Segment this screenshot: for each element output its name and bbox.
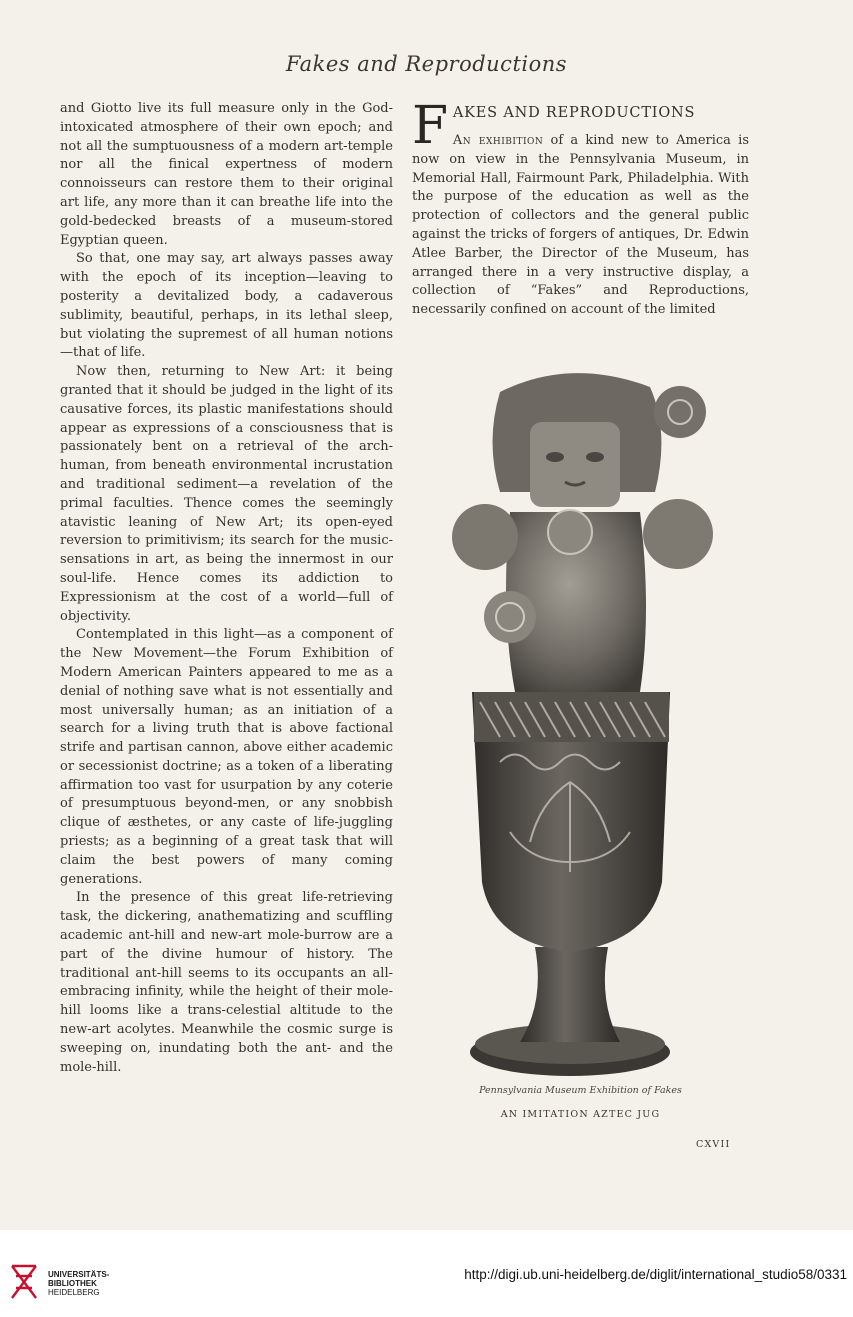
paragraph: In the presence of this great life-retrieving task, the dickering, anathematizing and scuffling academic ant-hill and new-art mole-burrow are a part of the divine humour of history. The traditional ant-hill seems to its occupants an all-embracing infinity, while the height of their mole-hill looms like a trans-celestial altitude to the new-art acolytes. Meanwhile the cosmic surge is sweeping on, inundating both the ant- and the mole-hill. xyxy=(60,890,393,1075)
heading-text: AKES AND REPRODUCTIONS xyxy=(452,105,696,121)
paragraph: Now then, returning to New Art: it being granted that it should be judged in the light of its causative forces, its plastic manifestations should appear as expressions of a consciousness that is passionately bent on a retrieval of the arch-human, from beneath environmental incrustation and traditional sediment—a revelation of the primal faculties. Thence comes the seemingly atavistic leaning of New Art; its open-eyed reversion to primitivism; its search for the music-sensations in art, as being the innermost in our soul-life. Hence comes its addiction to Expressionism at the cost of a world—full of objectivity. xyxy=(60,364,393,624)
running-head: Fakes and Reproductions xyxy=(285,52,568,76)
drop-cap: F xyxy=(412,96,449,156)
library-logo-icon xyxy=(10,1262,38,1302)
lead-smallcaps: An exhibition xyxy=(452,133,544,148)
right-column xyxy=(412,96,749,320)
figure-credit: Pennsylvania Museum Exhibition of Fakes xyxy=(479,1085,682,1096)
paragraph: So that, one may say, art always passes away with the epoch of its inception—leaving to posterity a devitalized body, a cadaverous sublimity, beautiful, perhaps, in its lethal sleep, but violating the supremest of all human notions—that of life. xyxy=(60,251,393,361)
source-url-link[interactable]: http://digi.ub.uni-heidelberg.de/diglit/international_studio58/0331 xyxy=(464,1267,847,1282)
library-line-2: BIBLIOTHEK xyxy=(48,1279,97,1288)
paragraph: and Giotto live its full measure only in the God-intoxicated atmosphere of their own epoch; and not all the sumptuousness of a modern art-temple nor all the finical expertness of modern connoisseurs can restore them to their original art life, any more than it can breathe life into the gold-bedecked breasts of a museum-stored Egyptian queen. xyxy=(60,101,393,248)
lead-text: of a kind new to America is now on view in the Pennsylvania Museum, in Memorial Hall, Fairmount Park, Philadelphia. With the purpose of the education as well as the protection of collectors and the general public against the tricks of forgers of antiques, Dr. Edwin Atlee Barber, the Director of the Museum, has arranged there in a very instructive display, a collection of “Fakes” and Reproductions, necessarily confined on account of the limited xyxy=(412,133,749,318)
library-name xyxy=(48,1270,109,1297)
page-number: CXVII xyxy=(696,1139,731,1150)
article-intro xyxy=(412,132,749,320)
left-column xyxy=(60,100,393,1077)
library-line-3: HEIDELBERG xyxy=(48,1288,100,1297)
figure-title: AN IMITATION AZTEC JUG xyxy=(500,1109,661,1120)
library-line-1: UNIVERSITÄTS- xyxy=(48,1270,110,1279)
aztec-jug-photo xyxy=(440,362,725,1082)
paragraph: Contemplated in this light—as a component of the New Movement—the Forum Exhibition of Modern American Painters appeared to me as a denial of nothing save what is not essentially and most universally human; as an initiation of a search for a living truth that is above factional strife and partisan cannon, above either academic or secessionist doctrine; as a token of a liberating affirmation too vast for usurpation by any coterie of presumptuous beyond-men, or any snobbish clique of æsthetes, or any caste of life-juggling priests; as a beginning of a great task that will claim the best powers of many coming generations. xyxy=(60,627,393,887)
